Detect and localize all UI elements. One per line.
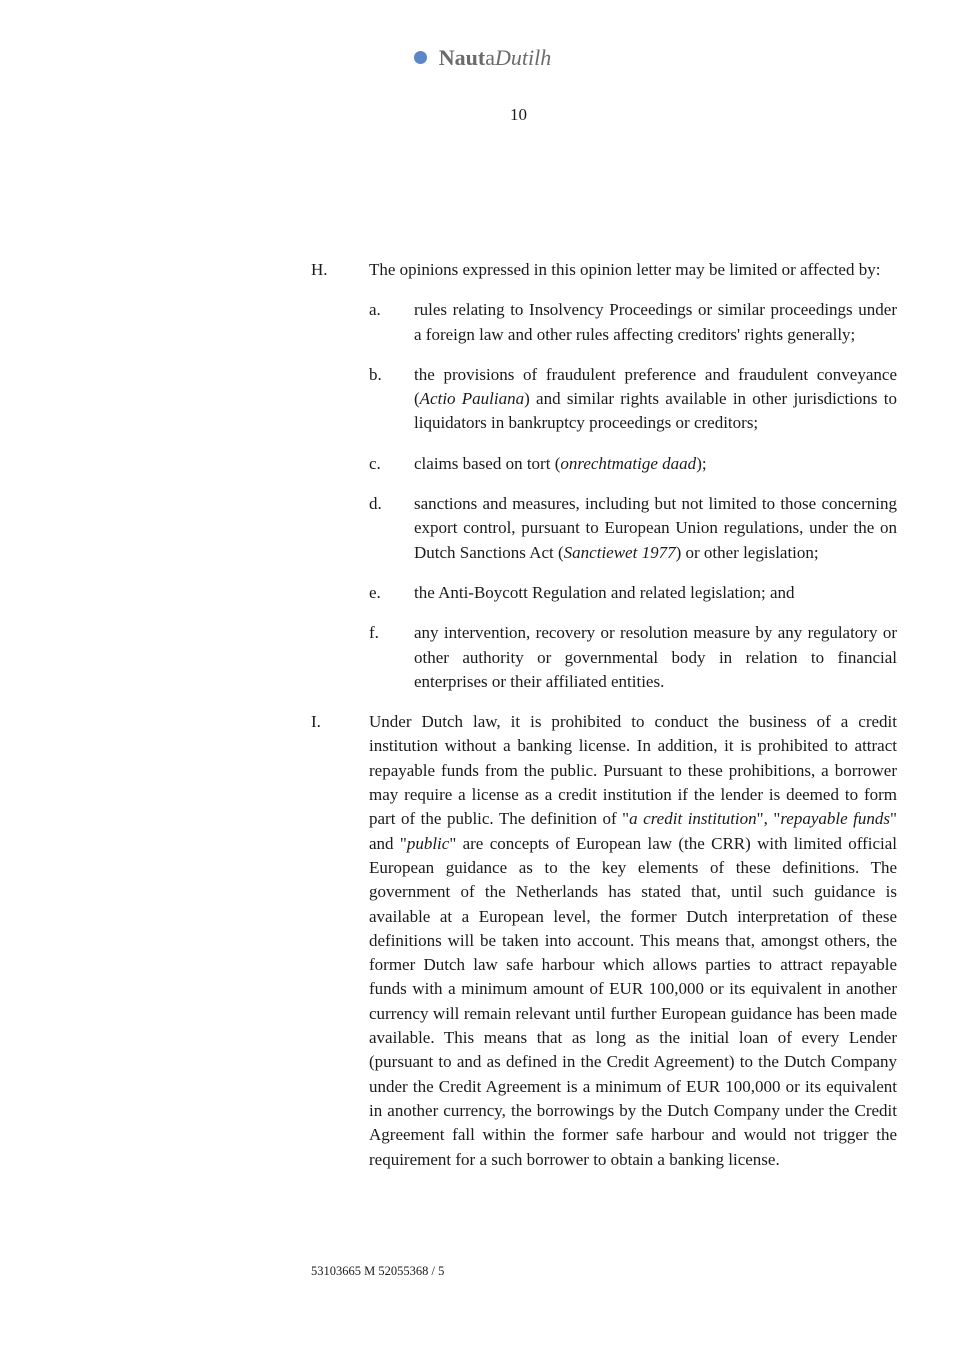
nautadutilh-logo [0,44,965,72]
list-item-text [414,363,897,436]
italic-term: public [406,833,450,853]
list-item [369,492,897,565]
list-item-label: c. [369,453,381,473]
italic-term: Sanctiewet 1977 [563,542,676,562]
document-reference: 53103665 M 52055368 / 5 [311,1264,445,1278]
list-item [369,452,897,476]
list-item [369,298,897,347]
text-run: sanctions and measures, including but not limited to those concerning export control, pursuant to European Union regulations, under the on Dutch Sanctions Act ( [414,494,897,562]
list-item-label: f. [369,623,379,643]
italic-term: onrechtmatige daad [560,453,697,473]
text-run: the provisions of fraudulent preference and fraudulent conveyance ( [414,364,897,409]
list-item [369,581,897,605]
text-run: ) and similar rights available in other jurisdictions to liquidators in bankruptcy proceedings or creditors; [414,389,897,433]
italic-term: repayable funds [780,809,891,829]
text-run: " and " [369,809,897,853]
text-run: claims based on tort ( [414,453,561,473]
text-run: " are concepts of European law (the CRR) with limited official European guidance as to the key elements of these definitions. The government of the Netherlands has stated that, until such guidance is available at a European level, the former Dutch interpretation of these definitions will be taken into account. This means that, amongst others, the former Dutch law safe harbour which allows parties to attract repayable funds with a minimum amount of EUR 100,000 or its equivalent in another currency will remain relevant until further European guidance has been made available. This means that as long as the initial loan of every Lender (pursuant to and as defined in the Credit Agreement) to the Dutch Company under the Credit Agreement is a minimum of EUR 100,000 or its equivalent in another currency, the borrowings by the Dutch Company under the Credit Agreement fall within the former safe harbour and would not trigger the requirement for a such borrower to obtain a banking license. [369,833,897,1169]
text-run: ); [696,453,707,473]
section-label: H. [311,260,328,279]
italic-term: a credit institution [629,809,757,829]
document-body [311,258,897,1188]
list-item-label: a. [369,300,381,320]
list-item-label: d. [369,494,382,514]
list-item-text [414,492,897,565]
text-run: ", " [756,809,781,829]
section-paragraph [369,710,897,1172]
list-item-text: rules relating to Insolvency Proceedings or similar proceedings under a foreign law and other rules affecting creditors' rights generally; [414,300,897,344]
list-item [369,363,897,436]
list-item-label: b. [369,364,382,384]
text-run: Under Dutch law, it is prohibited to conduct the business of a credit institution without a banking license. In addition, it is prohibited to attract repayable funds from the public. Pursuant to these prohibitions, a borrower may require a license as a credit institution if the lender is deemed to form part of the public. The definition of " [369,712,897,829]
page-number: 10 [510,105,527,124]
text-run: ) or other legislation; [675,542,819,562]
list-item-text: any intervention, recovery or resolution measure by any regulatory or other authority or governmental body in relation to financial enterprises or their affiliated entities. [414,623,897,691]
logo-text-bold: Naut [438,45,486,70]
list-item-text: the Anti-Boycott Regulation and related legislation; and [414,582,795,602]
list-item-text [414,452,897,476]
logo-dot-icon [414,51,427,64]
logo-text-regular: a [485,45,495,70]
italic-term: Actio Pauliana [419,389,525,409]
section-body [369,258,897,694]
section-i [311,710,897,1172]
list-item [369,621,897,694]
section-intro: The opinions expressed in this opinion letter may be limited or affected by: [369,260,881,279]
section-h [311,258,897,694]
logo-text-italic: Dutilh [494,45,552,70]
list-item-label: e. [369,582,381,602]
section-label: I. [311,712,321,732]
